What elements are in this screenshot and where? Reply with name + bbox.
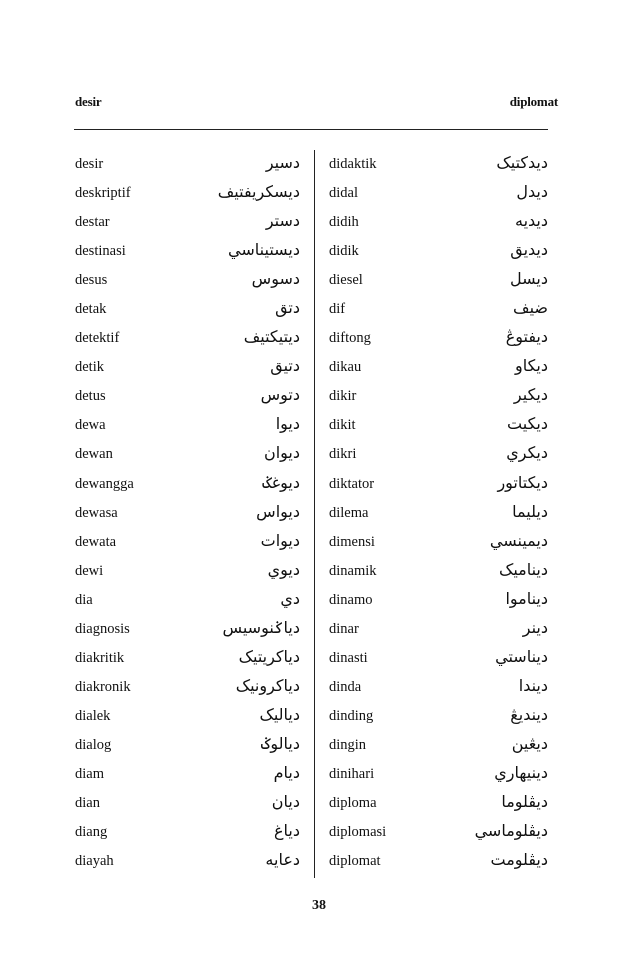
entry-latin-word: dinamo (329, 591, 373, 608)
dictionary-entry (75, 615, 300, 644)
entry-jawi-word: ديکتاتور (497, 472, 548, 492)
entry-latin-word: destinasi (75, 243, 126, 260)
entry-latin-word: diayah (75, 853, 114, 870)
entry-latin-word: dian (75, 795, 100, 812)
entry-latin-word: dinda (329, 678, 362, 695)
entry-jawi-word: ديکري (506, 443, 548, 463)
entry-jawi-word: ديديه (514, 211, 548, 231)
entry-latin-word: diagnosis (75, 620, 130, 637)
page-number: 38 (312, 898, 326, 913)
dictionary-entry (75, 789, 300, 818)
entry-jawi-word: ديام (273, 762, 300, 782)
dictionary-entry (75, 644, 300, 673)
entry-latin-word: dia (75, 591, 93, 608)
running-header-last-word: diplomat (509, 94, 558, 109)
dictionary-entry (75, 470, 300, 499)
entry-latin-word: diploma (329, 795, 377, 812)
entry-latin-word: dialog (75, 736, 112, 753)
dictionary-entry (329, 324, 548, 353)
entry-latin-word: dialek (75, 707, 111, 724)
entry-latin-word: dikri (329, 446, 357, 463)
dictionary-entry (75, 731, 300, 760)
dictionary-entry (75, 353, 300, 382)
dictionary-entry (329, 295, 548, 324)
entry-latin-word: dewi (75, 562, 104, 579)
dictionary-entry (329, 179, 548, 208)
entry-latin-word: dimensi (329, 533, 375, 550)
dictionary-entry (75, 179, 300, 208)
dictionary-entry (329, 644, 548, 673)
dictionary-entry (329, 760, 548, 789)
dictionary-entry (329, 353, 548, 382)
entry-latin-word: didik (329, 243, 359, 260)
dictionary-entry (329, 208, 548, 237)
entry-jawi-word: دينيهاري (494, 762, 548, 782)
entry-jawi-word: دتيق (270, 356, 300, 376)
entry-jawi-word: دياݢنوسيس (222, 617, 300, 637)
entry-jawi-word: ديديق (510, 240, 548, 260)
entry-jawi-word: دياغ (274, 821, 300, 841)
entry-latin-word: diam (75, 765, 104, 782)
entry-jawi-word: دياليک (259, 704, 300, 724)
entry-latin-word: destar (75, 214, 110, 231)
entry-jawi-word: ديسل (510, 269, 548, 289)
dictionary-entry (75, 818, 300, 847)
entry-latin-word: dewa (75, 417, 106, 434)
dictionary-entry (75, 528, 300, 557)
dictionary-entry (75, 557, 300, 586)
dictionary-entry (75, 440, 300, 469)
dictionary-entry (75, 324, 300, 353)
entry-jawi-word: دي (280, 588, 300, 608)
entry-jawi-word: دتوس (260, 385, 300, 405)
entry-jawi-word: ديوات (260, 530, 300, 550)
entry-jawi-word: دعايه (265, 850, 300, 870)
entry-latin-word: detik (75, 359, 104, 376)
entry-jawi-word: دياکريتيک (238, 646, 300, 666)
entry-latin-word: desus (75, 272, 108, 289)
column-divider (314, 150, 315, 878)
entry-latin-word: didal (329, 185, 358, 202)
entry-latin-word: diftong (329, 330, 371, 347)
entry-jawi-word: ديڠين (511, 733, 548, 753)
dictionary-entry (75, 208, 300, 237)
entry-jawi-word: دسير (265, 153, 300, 172)
entry-latin-word: detak (75, 301, 107, 318)
entry-latin-word: dinasti (329, 649, 368, 666)
dictionary-entry (75, 702, 300, 731)
entry-jawi-word: ديڤلوما (501, 792, 548, 812)
entry-latin-word: dilema (329, 504, 369, 521)
entry-jawi-word: دتق (275, 298, 300, 318)
entry-jawi-word: ديدکتيک (496, 153, 548, 172)
dictionary-entry (329, 731, 548, 760)
entry-jawi-word: ديسكريفتيف (217, 182, 300, 202)
dictionary-entry (329, 237, 548, 266)
entry-jawi-word: ديدل (516, 182, 548, 202)
entry-jawi-word: ضيف (513, 298, 548, 318)
entry-jawi-word: ديڤلومت (490, 850, 548, 870)
entry-jawi-word: ديوغݢ (262, 472, 300, 492)
dictionary-entry (329, 150, 548, 179)
entry-latin-word: detektif (75, 330, 120, 347)
dictionary-entry (75, 673, 300, 702)
dictionary-entry (329, 615, 548, 644)
entry-jawi-word: ديناستي (495, 646, 548, 666)
dictionary-entry (329, 499, 548, 528)
entry-latin-word: dikau (329, 359, 362, 376)
dictionary-entry (329, 673, 548, 702)
entry-jawi-word: ديوا (275, 414, 300, 434)
entry-latin-word: dewangga (75, 475, 134, 492)
entry-jawi-word: دياکرونيک (235, 675, 300, 695)
dictionary-entry (75, 150, 300, 179)
entry-latin-word: didih (329, 214, 359, 231)
left-column (75, 150, 300, 876)
entry-jawi-word: ديوان (263, 443, 300, 463)
entry-jawi-word: دستر (265, 211, 300, 231)
dictionary-entry (329, 557, 548, 586)
dictionary-entry (75, 411, 300, 440)
dictionary-entry (329, 266, 548, 295)
entry-jawi-word: ديواس (256, 501, 300, 521)
entry-latin-word: diplomat (329, 853, 381, 870)
entry-jawi-word: ديليما (512, 501, 548, 521)
dictionary-entry (329, 411, 548, 440)
entry-jawi-word: ديکاو (514, 356, 548, 376)
header-rule (74, 129, 548, 130)
entry-jawi-word: ديمينسي (489, 530, 548, 550)
dictionary-entry (329, 470, 548, 499)
entry-jawi-word: ديتيکتيف (243, 327, 300, 347)
entry-latin-word: detus (75, 388, 106, 405)
dictionary-entry (75, 499, 300, 528)
dictionary-entry (329, 818, 548, 847)
dictionary-entry (329, 528, 548, 557)
running-header-first-word: desir (75, 94, 102, 109)
entry-latin-word: diang (75, 824, 108, 841)
entry-latin-word: dinihari (329, 765, 375, 782)
dictionary-entry (329, 789, 548, 818)
dictionary-entry (329, 847, 548, 876)
entry-latin-word: dingin (329, 736, 367, 753)
entry-jawi-word: ديندا (518, 675, 548, 695)
entry-jawi-word: ديفتوڠ (505, 327, 548, 347)
entry-jawi-word: ديالوݢ (261, 733, 300, 753)
dictionary-entry (75, 266, 300, 295)
entry-jawi-word: ديناموا (505, 588, 548, 608)
dictionary-entry (329, 702, 548, 731)
entry-latin-word: deskriptif (75, 185, 131, 202)
entry-latin-word: desir (75, 156, 104, 172)
entry-jawi-word: دينر (522, 617, 548, 637)
entry-latin-word: diplomasi (329, 824, 387, 841)
entry-jawi-word: ديان (271, 792, 300, 812)
dictionary-entry (75, 586, 300, 615)
entry-latin-word: dewasa (75, 504, 118, 521)
entry-latin-word: dinamik (329, 562, 377, 579)
entry-latin-word: diesel (329, 272, 363, 289)
entry-jawi-word: ديکير (513, 385, 548, 405)
entry-latin-word: diktator (329, 475, 375, 492)
entry-latin-word: diakronik (75, 678, 131, 695)
dictionary-entry (75, 295, 300, 324)
dictionary-entry (75, 760, 300, 789)
entry-latin-word: diakritik (75, 649, 125, 666)
dictionary-entry (75, 382, 300, 411)
entry-latin-word: dikit (329, 417, 356, 434)
entry-jawi-word: ديستيناسي (228, 240, 300, 260)
entry-jawi-word: ديکيت (507, 414, 548, 434)
entry-latin-word: dinar (329, 620, 359, 637)
right-column (329, 150, 548, 876)
entry-latin-word: dif (329, 301, 346, 318)
entry-latin-word: dewata (75, 533, 117, 550)
entry-jawi-word: ديڤلوماسي (474, 821, 548, 841)
entry-latin-word: dinding (329, 707, 374, 724)
dictionary-entry (75, 847, 300, 876)
dictionary-entry (329, 586, 548, 615)
entry-jawi-word: ديندیڠ (510, 704, 548, 724)
entry-jawi-word: ديوي (267, 559, 300, 579)
entry-latin-word: dewan (75, 446, 113, 463)
dictionary-entry (75, 237, 300, 266)
entry-jawi-word: ديناميک (499, 559, 548, 579)
dictionary-entry (329, 382, 548, 411)
entry-jawi-word: دسوس (251, 269, 300, 289)
entry-latin-word: dikir (329, 388, 357, 405)
dictionary-entry (329, 440, 548, 469)
entry-latin-word: didaktik (329, 156, 377, 172)
